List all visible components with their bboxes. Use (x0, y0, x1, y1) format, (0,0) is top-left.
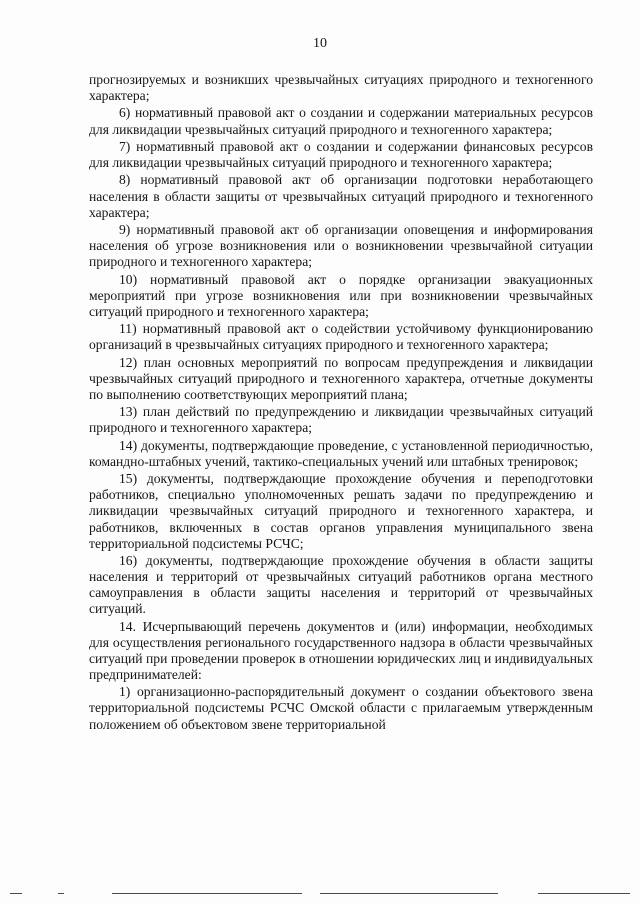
document-body (89, 72, 593, 734)
scan-artifact-line (112, 893, 302, 894)
list-item: 16) документы, подтверждающие прохождение обучения в области защиты населения и территорий от чрезвычайных ситуаций работников органа местного самоуправления в области защиты населения и территорий от чрезвычайных ситуаций. (89, 552, 593, 617)
scan-artifact-line (320, 893, 498, 894)
list-item: 1) организационно-распорядительный документ о создании объектового звена территориальной подсистемы РСЧС Омской области с прилагаемым утвержденным положением об объектовом звене территориальной (89, 684, 593, 732)
scan-artifact-line (538, 893, 630, 894)
list-item: 15) документы, подтверждающие прохождение обучения и переподготовки работников, специально уполномоченных решать задачи по предупреждению и ликвидации чрезвычайных ситуаций природного и техногенного характера, и работников, включенных в состав органов управления муниципального звена территориальной подсистемы РСЧС; (89, 471, 593, 551)
list-item: 7) нормативный правовой акт о создании и содержании финансовых ресурсов для ликвидации чрезвычайных ситуаций природного и техногенного характера; (89, 138, 593, 171)
list-item: 12) план основных мероприятий по вопросам предупреждения и ликвидации чрезвычайных ситуаций природного и техногенного характера, отчетные документы по выполнению соответствующих мероприятий плана; (89, 354, 593, 402)
list-item: 9) нормативный правовой акт об организации оповещения и информирования населения об угрозе возникновения или о возникновении чрезвычайной ситуации природного и техногенного характера; (89, 222, 593, 270)
scan-artifact-line (58, 893, 64, 894)
list-item: 8) нормативный правовой акт об организации подготовки неработающего населения в области защиты от чрезвычайных ситуаций природного и техногенного характера; (89, 172, 593, 220)
list-item: 11) нормативный правовой акт о содействии устойчивому функционированию организаций в чрезвычайных ситуациях природного и техногенного характера; (89, 321, 593, 353)
list-item: 10) нормативный правовой акт о порядке организации эвакуационных мероприятий при угрозе возникновения или при возникновении чрезвычайных ситуаций природного и техногенного характера; (89, 271, 593, 319)
section-paragraph: 14. Исчерпывающий перечень документов и (или) информации, необходимых для осуществления регионального государственного надзора в области чрезвычайных ситуаций при проведении проверок в отношении юридических лиц и индивидуальных предпринимателей: (89, 618, 593, 682)
list-item: 14) документы, подтверждающие проведение, с установленной периодичностью, командно-штабных учений, тактико-специальных учений или штабных тренировок; (89, 437, 593, 469)
page-number: 10 (313, 36, 327, 51)
list-item: 13) план действий по предупреждению и ликвидации чрезвычайных ситуаций природного и техногенного характера; (89, 404, 593, 436)
paragraph: прогнозируемых и возникших чрезвычайных ситуациях природного и техногенного характера; (89, 72, 593, 104)
list-item: 6) нормативный правовой акт о создании и содержании материальных ресурсов для ликвидации чрезвычайных ситуаций природного и техногенного характера; (89, 105, 593, 137)
scan-artifact-line (10, 893, 22, 894)
